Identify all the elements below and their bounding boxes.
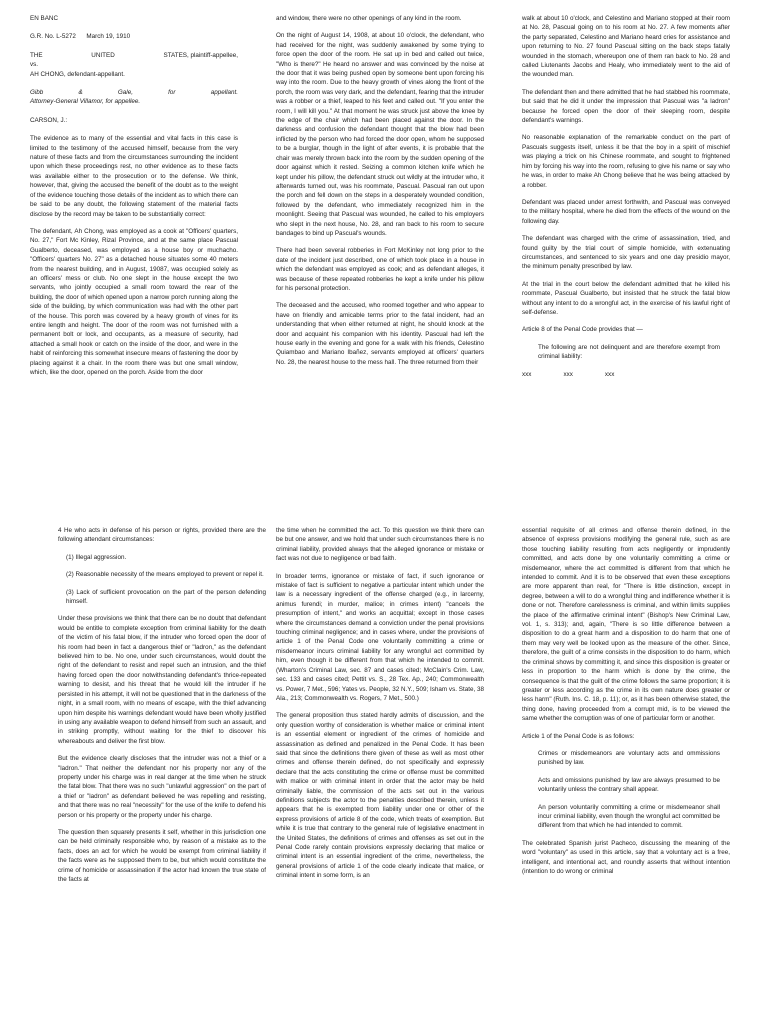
quoted-provision: Crimes or misdemeanors are voluntary acts and ommissions punished by law. <box>538 749 720 767</box>
paragraph: The evidence as to many of the essential and vital facts in this case is limited to the testimony of the accused himself, because from the very nature of these facts and from the circumstances surrounding the incident upon which these proceedings rest, no other evidence as to these facts was available either to the prosecution or to the defense. We think, however, that, giving the accused the benefit of the doubt as to the weight of the evidence touching those details of the incident as to which there can be said to be any doubt, the following statement of the material facts disclose by the record may be taken to be substantially correct: <box>30 135 238 218</box>
list-item: (1) Illegal aggression. <box>66 553 127 561</box>
versus: vs. <box>30 61 39 69</box>
quoted-provision: Acts and omissions punished by law are always presumed to be voluntarily unless the contrary shall appear. <box>538 776 720 794</box>
paragraph: Defendant was placed under arrest forthwith, and Pascual was conveyed to the military hospital, where he died from the effects of the wound on the following day. <box>522 198 730 225</box>
paragraph: The defendant was charged with the crime of assassination, tried, and found guilty by the trial court of simple homicide, with extenuating circumstances, and sentenced to six years and one day presidio mayor, the minimum penalty prescribed by law. <box>522 235 730 271</box>
column-2 <box>276 526 484 889</box>
quoted-provision: An person voluntarily committing a crime or misdemeanor shall incur criminal liability, even though the wrongful act committed be different from that which he had intended to commit. <box>538 803 720 830</box>
bottom-page <box>0 526 768 1026</box>
paragraph: No reasonable explanation of the remarkable conduct on the part of Pascuals suggests itself, unless it be that the boy in a spirit of mischief was playing a trick on his Chinese roommate, and sought to frightened him by forcing his way into the room, refusing to give his name or say who he was, in order to make Ah Chong believe that he was being attacked by a robber. <box>522 134 730 189</box>
paragraph: The question then squarely presents it self, whether in this jurisdiction one can be held criminally responsible who, by reason of a mistake as to the facts, does an act for which he would be exempt from criminal liability if the facts were as he supposed them to be, but which would constitute the crime of homicide or assassination if the actor had known the true state of the facts at <box>58 828 266 883</box>
paragraph: the time when he committed the act. To this question we think there can be but one answer, and we hold that under such circumstances there is no criminal liability, provided always that the alleged ignorance or mistake or fact was not due to negligence or bad faith. <box>276 527 484 563</box>
paragraph: There had been several robberies in Fort McKinley not long prior to the date of the incident just described, one of which took place in a house in which the defendant was employed as cook; and as defendant alleges, it was because of these repeated robberies he kept a knife under his pillow for his personal protection. <box>276 247 484 292</box>
paragraph: Article 8 of the Penal Code provides that — <box>522 326 643 334</box>
column-2 <box>276 14 484 375</box>
paragraph: The celebrated Spanish jurist Pacheco, discussing the meaning of the word "voluntary" as used in this article, say that a voluntary act is a free, intelligent, and intentional act, and roundly asserts that without intention (intention to do wrong or criminal <box>522 839 730 875</box>
paragraph: 4 He who acts in defense of his person or rights, provided there are the following attendant circumstances: <box>58 527 266 544</box>
judge-name: CARSON, J.: <box>30 116 68 124</box>
column-3 <box>522 526 730 884</box>
party-defendant: AH CHONG, defendant-appellant. <box>30 70 125 78</box>
counsel-appellee: Attorney-General Villamor, for appellee. <box>30 98 141 106</box>
column-1 <box>30 14 238 385</box>
paragraph: At the trial in the court below the defendant admitted that he killed his roommate, Pascual Gualberto, but insisted that he struck the fatal blow without any intent to do a wrongful act, in the exercise of his lawful right of self-defense. <box>522 280 730 316</box>
paragraph: Under these provisions we think that there can be no doubt that defendant would be entitle to complete exception from criminal liability for the death of the victim of his fatal blow, if the intruder who forced open the door of his room had been in fact a dangerous thief or "ladron," as the defendant believed him to be. No one, under such circumstances, would doubt the right of the defendant to resist and repel such an intrusion, and the thief having forced open the door notwithstanding defendant's thrice-repeated warning to desist, and his threat that he would kill the intruder if he persisted in his attempt, it will not be questioned that in the darkness of the night, in a small room, with no means of escape, with the thief advancing upon him despite his warnings defendant would have been wholly justified in using any available weapon to defend himself from such an assault, and in striking promptly, without waiting for the thief to discover his whereabouts and deliver the first blow. <box>58 615 266 745</box>
paragraph: walk at about 10 o'clock, and Celestino and Mariano stopped at their room at No. 28, Pascual going on to his room at No. 27. A few moments after the party separated, Celestino and Mariano heard cries for assistance and upon returning to No. 27 found Pascual sitting on the back steps fatally wounded in the stomach, whereupon one of them ran back to No. 28 and called Liutenants Jacobs and Healy, who immediately went to the aid of the wounded man. <box>522 15 730 79</box>
list-item: (3) Lack of sufficient provocation on the part of the person defending himself. <box>66 588 266 606</box>
court-label: EN BANC <box>30 15 58 22</box>
paragraph: The defendant then and there admitted that he had stabbed his roommate, but said that he did it under the impression that Pascual was "a ladron" because he forced open the door of their sleeping room, despite defendant's warnings. <box>522 88 730 125</box>
column-1 <box>58 526 266 892</box>
list-item: (2) Reasonable necessity of the means employed to prevent or repel it. <box>66 571 264 579</box>
quoted-provision: The following are not delinquent and are therefore exempt from criminal liability: <box>538 343 720 361</box>
paragraph: But the evidence clearly discloses that the intruder was not a thief or a "ladron." That neither the defendant nor his property nor any of the property under his charge was in real danger at the time when he struck the fatal blow. That there was no such "unlawful aggression" on the part of a thief or "ladron" as defendant believed he was repelling and resisting, and that there was no real "necessity" for the use of the knife to defend his person or his property or the property under his charge. <box>58 755 266 819</box>
ellipsis-marks: xxx xxx xxx <box>522 370 615 378</box>
counsel-appellant: Gibb & Gale, for appellant. <box>30 89 238 97</box>
party-plaintiff: THE UNITED STATES, plaintiff-appellee, <box>30 51 238 59</box>
paragraph: essential requisite of all crimes and offense therein defined, in the absence of express provisions modifying the general rule, such as are those touching liability resulting from acts negligently or imprudently committed, and acts done by one voluntarily committing a crime or misdemeanor, where the act committed is different from that which he intended to commit. And it is to be observed that even these exceptions are more apparent than real, for "There is little distinction, except in degree, between a will to do a wrongful thing and indifference whether it is done or not. Therefore carelessness is criminal, and within limits supplies the place of the affirmative criminal intent" (Bishop's New Criminal Law, vol. 1, s. 313); and, again, "There is so little difference between a disposition to do a great harm and a disposition to do harm that one of them may very well be looked upon as the measure of the other. Since, therefore, the guilt of a crime consists in the disposition to do harm, which the criminal shows by committing it, and since this disposition is greater or less in proportion to the harm which is done by the crime, the consequence is that the guilt of the crime follows the same proportion; it is greater or less according as the crime in its own nature does greater or less harm" (Ruth. Ins. C. 18, p. 11); or, as it has been otherwise stated, the thing done, having proceeded from a corrupt mid, is to be viewed the same whether the corruption was of one of particular form or another. <box>522 527 730 723</box>
column-3 <box>522 14 730 379</box>
paragraph: In broader terms, ignorance or mistake of fact, if such ignorance or mistake of fact is sufficient to negative a particular intent which under the law is a necessary ingredient of the offense charged (e.g., in larcerny, animus furendi; in murder, malice; in crimes intent) "cancels the presumption of intent," and works an acquittal; except in those cases where the circumstances demand a conviction under the penal provisions touching criminal negligence; and in cases where, under the provisions of article 1 of the Penal Code one voluntarily committing a crime or misdemeanor incurs criminal liability for any wrongful act committed by him, even though it be different from that which he intended to commit. (Wharton's Criminal Law, sec. 87 and cases cited; McClain's Crim. Law, sec. 133 and cases cited; Pettit vs. S., 28 Tex. Ap., 240; Commonwealth vs. Power, 7 Met., 596; Yates vs. People, 32 N.Y., 509; Isham vs. State, 38 Ala., 213; Commonwealth vs. Rogers, 7 Met., 500.) <box>276 572 484 702</box>
paragraph: On the night of August 14, 1908, at about 10 o'clock, the defendant, who had received for the night, was suddenly awakened by some trying to force open the door of the room. He sat up in bed and called out twice, "Who is there?" He heard no answer and was convinced by the noise at the door that it was being pushed open by someone bent upon forcing his way into the room. Due to the heavy growth of vines along the front of the porch, the room was very dark, and the defendant, fearing that the intruder was a robber or a thief, leaped to his feet and called out. "If you enter the room, I will kill you." At that moment he was struck just above the knee by the edge of the chair which had been placed against the door. In the darkness and confusion the defendant thought that the blow had been inflicted by the person who had forced the door open, whom he supposed to be a burglar, though in the light of after events, it is probable that the chair was merely thrown back into the room by the sudden opening of the door against which it rested. Seizing a common kitchen knife which he kept under his pillow, the defendant struck out wildly at the intruder who, it afterwards turned out, was his roommate, Pascual. Pascual ran out upon the porch and fell down on the steps in a desperately wounded condition, followed by the defendant, who immediately recognized him in the moonlight. Seeing that Pascual was wounded, he called to his employers who slept in the next house, No. 28, and ran back to his room to secure bandages to bind up Pascual's wounds. <box>276 32 484 237</box>
paragraph: and window, there were no other openings of any kind in the room. <box>276 15 462 22</box>
paragraph: The general proposition thus stated hardly admits of discussion, and the only question worthy of consideration is whether malice or criminal intent is an essential element or ingredient of the crimes of homicide and assassination as defined and penalized in the Penal Code. It has been said that since the definitions there given of these as well as most other crimes and offense therein defined, do not specifically and expressly declare that the acts constituting the crime or offense must be committed with malice or with criminal intent in order that the actor may be held criminally liable, the commission of the acts set out in the various definitions subjects the actor to the penalties described therein, unless it appears that he is exempted from liability under one or other of the express provisions of article 8 of the code, which treats of exemption. But while it is true that contrary to the general rule of legislative enactment in the United States, the definitions of crimes and offenses as set out in the Penal Code rarely contain provisions expressly declaring that malice or criminal intent is an essential ingredient of the crime, nevertheless, the general provisions of article 1 of the code clearly indicate that malice, or criminal intent in some form, is an <box>276 712 484 880</box>
paragraph: The defendant, Ah Chong, was employed as a cook at "Officers' quarters, No. 27," Fort Mc Kinley, Rizal Province, and at the same place Pascual Gualberto, deceased, was employed as a house boy or muchacho. "Officers' quarters No. 27" as a detached house situates some 40 meters from the nearest building, and in August, 19087, was occupied solely as an officers' mess or club. No one slept in the house except the two servants, who jointly occupied a small room toward the rear of the building, the door of which opened upon a narrow porch running along the side of the building, by which communication was had with the other part of the house. This porch was covered by a heavy growth of vines for its entire length and height. The door of the room was not furnished with a permanent bolt or lock, and occupants, as a measure of security, had attached a small hook or catch on the inside of the door, and were in the habit of reinforcing this somewhat insecure means of fastening the door by placing against it a chair. In the room there was but one small window, which, like the door, opened on the porch. Aside from the door <box>30 227 238 376</box>
case-number-date: G.R. No. L-5272 March 19, 1910 <box>30 33 131 41</box>
case-header <box>30 14 238 134</box>
paragraph: The deceased and the accused, who roomed together and who appear to have on friendly and amicable terms prior to the fatal incident, had an understanding that when either returned at night, he should knock at the door and acquaint his companion with his identity. Pascual had left the house early in the evening and gone for a walk with his friends, Celestino Quiambao and Mariano Ibañez, servants employed at officers' quarters No. 28, the nearest house to the mess hall. The three returned from their <box>276 302 484 366</box>
top-page <box>0 14 768 514</box>
paragraph: Article 1 of the Penal Code is as follows: <box>522 732 635 740</box>
